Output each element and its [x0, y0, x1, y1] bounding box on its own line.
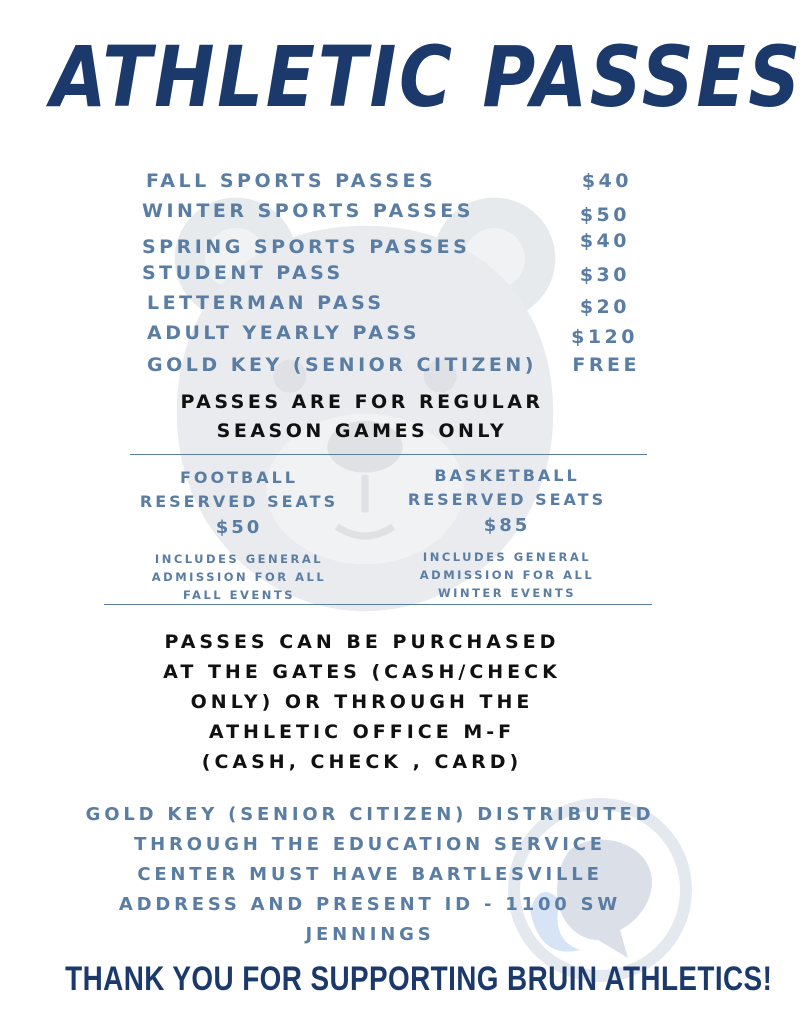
- basketball-reserved-label: RESERVED SEATS: [407, 490, 607, 509]
- football-price: $50: [215, 517, 263, 538]
- pass-name: WINTER SPORTS PASSES: [142, 200, 474, 222]
- pass-name: SPRING SPORTS PASSES: [142, 236, 471, 258]
- top-divider: [130, 454, 647, 455]
- purchase-line: ONLY) OR THROUGH THE: [190, 691, 534, 713]
- note-line: INCLUDES GENERAL: [154, 552, 324, 566]
- note-line: FALL EVENTS: [183, 588, 295, 602]
- basketball-price: $85: [483, 515, 531, 536]
- basketball-note: [398, 548, 616, 602]
- price-row-winter: [142, 200, 642, 226]
- pass-name: FALL SPORTS PASSES: [146, 170, 437, 192]
- pass-name: GOLD KEY (SENIOR CITIZEN): [147, 354, 537, 376]
- pass-price: $20: [579, 296, 630, 318]
- gold-key-line: CENTER MUST HAVE BARTLESVILLE: [137, 864, 603, 885]
- pass-name: LETTERMAN PASS: [147, 292, 385, 314]
- gold-key-info: [40, 800, 700, 950]
- footer-thank-you: THANK YOU FOR SUPPORTING BRUIN ATHLETICS!: [65, 960, 773, 998]
- gold-key-line: GOLD KEY (SENIOR CITIZEN) DISTRIBUTED: [85, 804, 655, 825]
- price-row-student: [142, 262, 642, 288]
- pass-price: FREE: [572, 354, 640, 376]
- note-line: ADMISSION FOR ALL: [151, 570, 327, 584]
- pass-price: $30: [579, 264, 630, 286]
- note-line: INCLUDES GENERAL: [422, 550, 592, 564]
- purchase-info: [110, 627, 614, 777]
- note-line: PASSES ARE FOR REGULAR: [180, 391, 544, 413]
- note-line: SEASON GAMES ONLY: [216, 420, 508, 442]
- football-reserved-label: RESERVED SEATS: [139, 492, 339, 511]
- football-reserved-section: [130, 466, 348, 604]
- note-line: WINTER EVENTS: [437, 586, 576, 600]
- purchase-line: PASSES CAN BE PURCHASED: [164, 631, 560, 653]
- bottom-divider: [104, 604, 652, 605]
- purchase-line: ATHLETIC OFFICE M-F: [208, 721, 516, 743]
- pass-price: $40: [581, 170, 632, 192]
- note-line: ADMISSION FOR ALL: [419, 568, 595, 582]
- pass-price: $120: [571, 326, 638, 348]
- gold-key-line: THROUGH THE EDUCATION SERVICE: [134, 834, 606, 855]
- football-heading: FOOTBALL: [179, 468, 298, 487]
- pass-name: STUDENT PASS: [142, 262, 344, 284]
- pass-price: $40: [579, 230, 630, 252]
- price-row-letterman: [142, 292, 642, 318]
- regular-season-note: [120, 388, 604, 446]
- pass-price: $50: [579, 204, 630, 226]
- purchase-line: AT THE GATES (CASH/CHECK: [163, 661, 561, 683]
- football-note: [130, 550, 348, 604]
- basketball-heading: BASKETBALL: [434, 466, 580, 485]
- pass-name: ADULT YEARLY PASS: [147, 322, 420, 344]
- gold-key-line: JENNINGS: [305, 924, 435, 945]
- gold-key-line: ADDRESS AND PRESENT ID - 1100 SW: [118, 894, 622, 915]
- purchase-line: (CASH, CHECK , CARD): [201, 751, 523, 773]
- price-row-spring: [142, 230, 642, 262]
- basketball-reserved-section: [398, 464, 616, 602]
- page-title: ATHLETIC PASSES: [50, 28, 803, 126]
- price-row-gold-key: [142, 354, 642, 380]
- price-row-adult: [142, 322, 642, 348]
- price-row-fall: [142, 170, 642, 196]
